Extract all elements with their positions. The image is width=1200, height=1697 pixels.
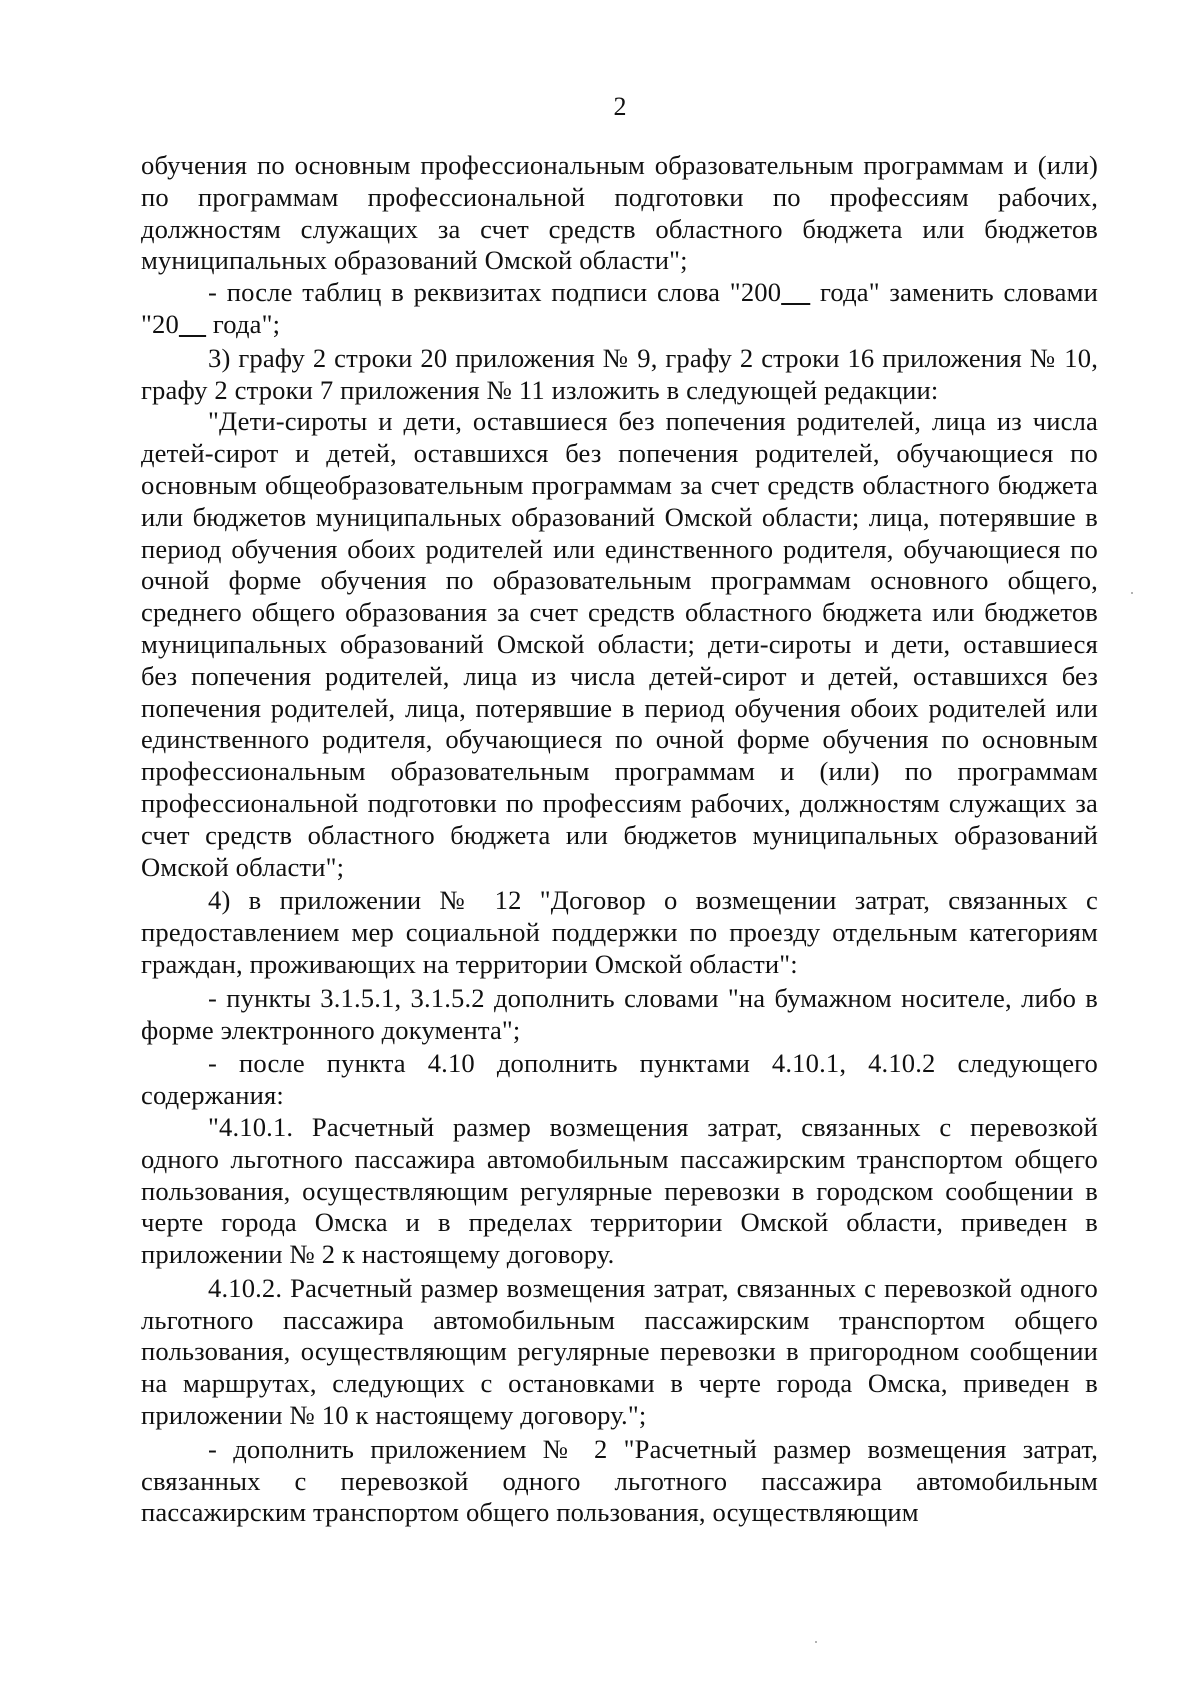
paragraph-after-point-4-10: - после пункта 4.10 дополнить пунктами 4.10.1, 4.10.2 следующего содержания:	[141, 1048, 1098, 1111]
paragraph-text-part: года" заменить словами "20	[141, 277, 1098, 339]
paragraph-point-4-10-2: 4.10.2. Расчетный размер возмещения затрат, связанных с перевозкой одного льготного пассажира автомобильным пассажирским транспортом общего пользования, осуществляющим регулярные перевозки в пригородном сообщении на маршрутах, следующих с остановками в черте города Омска, приведен в приложении № 10 к настоящему договору.";	[141, 1272, 1098, 1431]
paragraph-points-supplement: - пункты 3.1.5.1, 3.1.5.2 дополнить словами "на бумажном носителе, либо в форме электронного документа";	[141, 982, 1098, 1045]
document-body	[141, 150, 1098, 1529]
paragraph-item-3: 3) графу 2 строки 20 приложения № 9, графу 2 строки 16 приложения № 10, графу 2 строки 7 приложения № 11 изложить в следующей редакции:	[141, 342, 1098, 405]
paragraph-text-part: - после таблиц в реквизитах подписи слова "200	[208, 277, 782, 308]
underline-blank	[179, 309, 206, 339]
paragraph-signature-amendment	[141, 277, 1098, 341]
scan-speck	[1131, 592, 1133, 594]
paragraph-point-4-10-1: "4.10.1. Расчетный размер возмещения затрат, связанных с перевозкой одного льготного пассажира автомобильным пассажирским транспортом общего пользования, осуществляющим регулярные перевозки в городском сообщении в черте города Омска и в пределах территории Омской области, приведен в приложении № 2 к настоящему договору.	[141, 1111, 1098, 1270]
scan-speck	[815, 1641, 817, 1643]
paragraph-text-part: года";	[206, 308, 281, 339]
page-number: 2	[613, 92, 627, 121]
paragraph-item-4: 4) в приложении № 12 "Договор о возмещении затрат, связанных с предоставлением мер социальной поддержки по проезду отдельным категориям граждан, проживающих на территории Омской области":	[141, 885, 1098, 979]
underline-blank	[781, 277, 810, 307]
paragraph-continuation: обучения по основным профессиональным образовательным программам и (или) по программам профессиональной подготовки по профессиям рабочих, должностям служащих за счет средств областного бюджета или бюджетов муниципальных образований Омской области";	[141, 150, 1098, 276]
paragraph-quoted-categories: "Дети-сироты и дети, оставшиеся без попечения родителей, лица из числа детей-сирот и детей, оставшихся без попечения родителей, обучающиеся по основным общеобразовательным программам за счет средств областного бюджета или бюджетов муниципальных образований Омской области; лица, потерявшие в период обучения обоих родителей или единственного родителя, обучающиеся по очной форме обучения по образовательным программам основного общего, среднего общего образования за счет средств областного бюджета или бюджетов муниципальных образований Омской области; дети-сироты и дети, оставшиеся без попечения родителей, лица из числа детей-сирот и детей, оставшихся без попечения родителей, лица, потерявшие в период обучения обоих родителей или единственного родителя, обучающиеся по очной форме обучения по основным профессиональным образовательным программам и (или) по программам профессиональной подготовки по профессиям рабочих, должностям служащих за счет средств областного бюджета или бюджетов муниципальных образований Омской области";	[141, 406, 1098, 882]
paragraph-add-appendix-2: - дополнить приложением № 2 "Расчетный размер возмещения затрат, связанных с перевозкой одного льготного пассажира автомобильным пассажирским транспортом общего пользования, осуществляющим	[141, 1433, 1098, 1528]
